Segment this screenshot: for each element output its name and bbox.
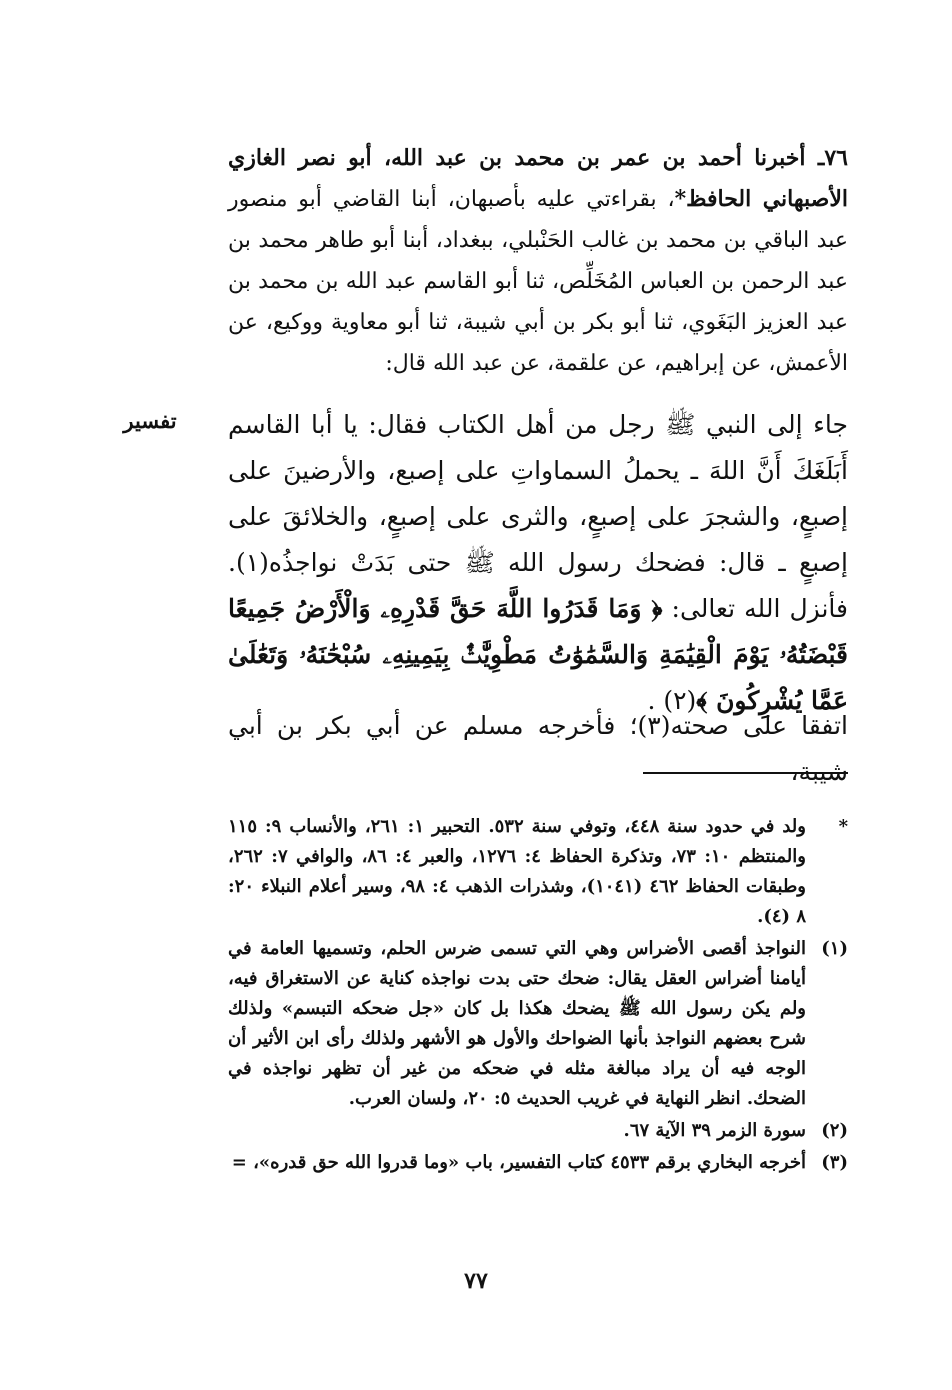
footnote-text: ولد في حدود سنة ٤٤٨، وتوفي سنة ٥٣٢. التحبير ١: ٢٦١، والأنساب ٩: ١١٥ والمنتظم ١٠: ٧٣، وتذكرة الحفاظ ٤: ١٢٧٦، والعبر ٤: ٨٦، والوافي ٧: ٢٦٢، وطبقات الحفاظ ٤٦٢ (١٠٤١)، وشذرات الذهب ٤: ٩٨، وسير أعلام النبلاء ٢٠: ٨ (٤). xyxy=(228,816,806,927)
footnote-item xyxy=(228,1116,848,1146)
quran-verse: ﴿ وَمَا قَدَرُوا اللَّهَ حَقَّ قَدْرِهِۦ وَالْأَرْضُ جَمِيعًا قَبْضَتُهُۥ يَوْمَ الْقِيَٰمَةِ وَالسَّمَٰوَٰتُ مَطْوِيَّٰتٌۢ بِيَمِينِهِۦ سُبْحَٰنَهُۥ وَتَعَٰلَىٰ عَمَّا يُشْرِكُونَ ﴾ xyxy=(228,594,848,715)
takhrij-line: اتفقا على صحته(٣)؛ فأخرجه مسلم عن أبي بكر بن أبي شيبة، xyxy=(228,711,848,786)
footnote-text: أخرجه البخاري برقم ٤٥٣٣ كتاب التفسير، باب «وما قدروا الله حق قدره»، = xyxy=(231,1152,806,1173)
footnote-mark: (٣) xyxy=(821,1152,848,1173)
hadith-isnad-paragraph xyxy=(228,138,848,384)
footnote-item xyxy=(228,1148,848,1178)
footnote-item xyxy=(228,934,848,1114)
margin-label-tafsir: تفسير xyxy=(123,408,177,433)
hadith-matn xyxy=(228,402,848,724)
footnote-text: النواجذ أقصى الأضراس وهي التي تسمى ضرس الحلم، وتسميها العامة في أيامنا أضراس العقل يقال: ضحك حتى بدت نواجذه كناية عن الاستغراق فيه، ولم يكن رسول الله ﷺ يضحك هكذا بل كان «جل ضحكه التبسم» ولذلك شرح بعضهم النواجذ بأنها الضواحك والأول هو الأشهر ولذلك رأى ابن الأثير أن الوجه فيه أن يراد مبالغة مثله في ضحكه من غير أن تظهر نواجذه في الضحك. انظر النهاية في غريب الحديث ٥: ٢٠، ولسان العرب. xyxy=(228,938,806,1109)
isnad-chain: ، بقراءتي عليه بأصبهان، أبنا القاضي أبو منصور عبد الباقي بن محمد بن غالب الحَنْبلي، ببغداد، أبنا أبو طاهر محمد بن عبد الرحمن بن العباس المُخَلِّص، ثنا أبو القاسم عبد الله بن محمد بن عبد العزيز البَغَوي، ثنا أبو بكر بن أبي شيبة، ثنا أبو معاوية ووكيع، عن الأعمش، عن إبراهيم، عن علقمة، عن عبد الله قال: xyxy=(228,187,848,376)
footnote-mark: (٢) xyxy=(821,1120,848,1141)
verse-footnote-ref: (٢) . xyxy=(647,686,697,715)
footnote-mark: * xyxy=(838,816,848,837)
page-number: ٧٧ xyxy=(464,1268,488,1294)
hadith-number-and-narrator: ٧٦ـ أخبرنا أحمد بن عمر بن محمد بن عبد الله، أبو نصر الغازي الأصبهاني الحافظ* xyxy=(228,145,848,212)
footnote-mark: (١) xyxy=(821,938,848,959)
footnote-item xyxy=(228,812,848,932)
footnote-text: سورة الزمر ٣٩ الآية ٦٧. xyxy=(623,1120,806,1141)
footnote-divider xyxy=(643,772,848,774)
footnotes-section xyxy=(228,812,848,1180)
matn-text: جاء إلى النبي ﷺ رجل من أهل الكتاب فقال: يا أبا القاسم أَبَلَغَكَ أَنَّ اللهَ ـ يحملُ السماواتِ على إصبع، والأرضينَ على إصبعٍ، والشجرَ على إصبعٍ، والثرى على إصبعٍ، والخلائقَ على إصبعٍ ـ قال: فضحك رسول الله ﷺ حتى بَدَتْ نواجذُه(١). فأنزل الله تعالى: xyxy=(228,410,848,623)
